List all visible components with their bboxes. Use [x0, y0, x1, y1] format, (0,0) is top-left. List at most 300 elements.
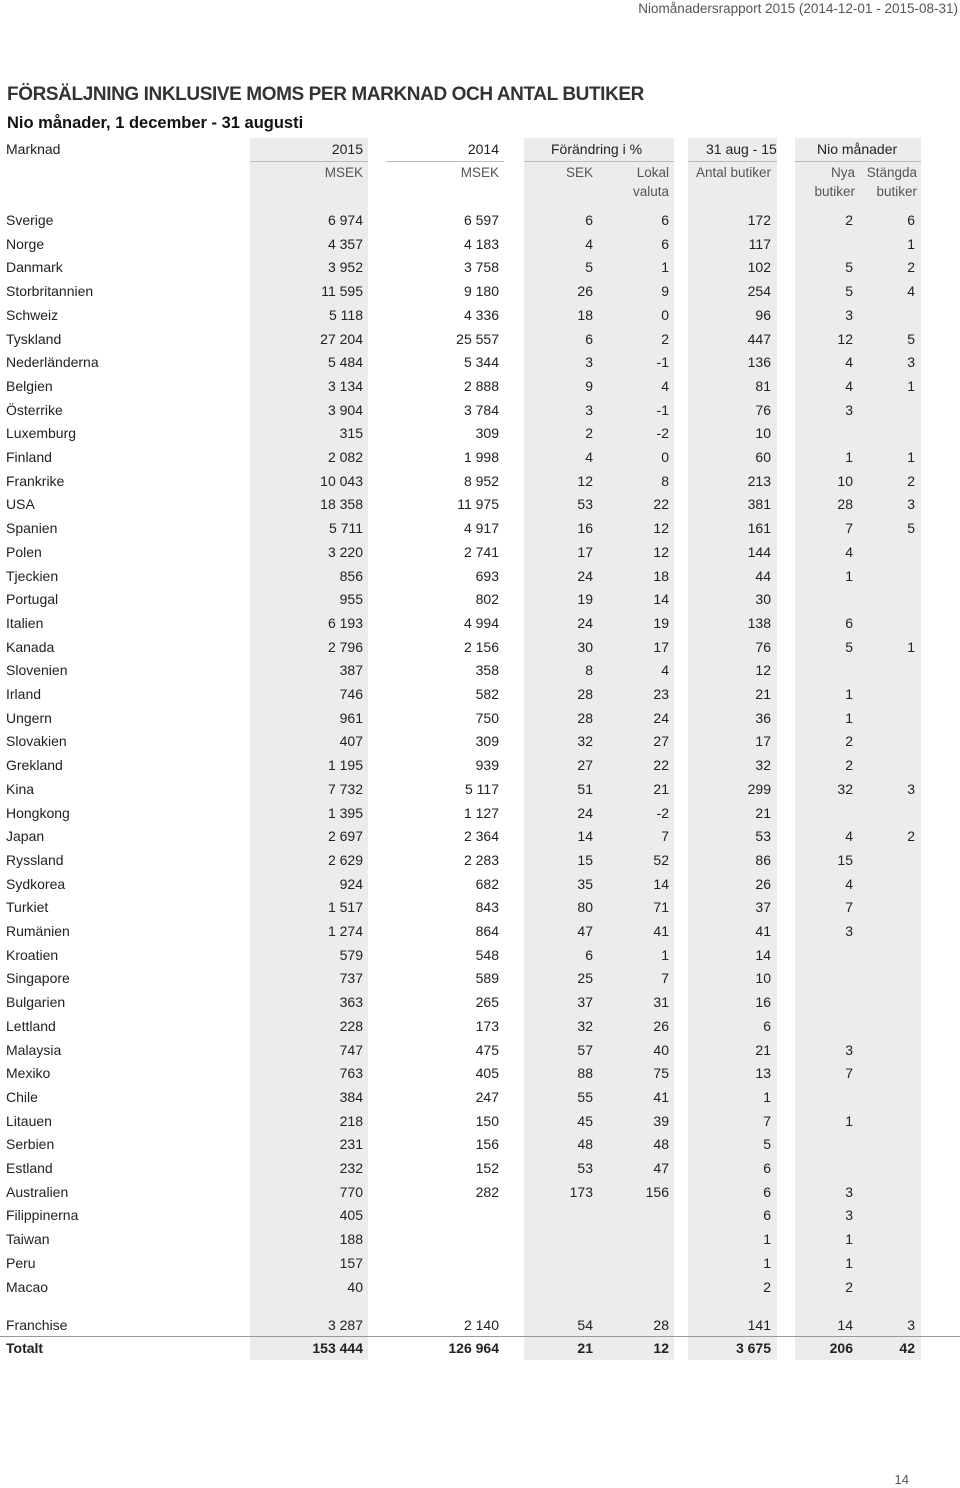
change-sek: 17: [577, 543, 593, 560]
market-name: Kanada: [6, 638, 55, 655]
store-count: 10: [755, 970, 771, 987]
header-stangda-butiker: [867, 163, 917, 201]
sales-2014: 802: [475, 591, 499, 608]
change-local: 4: [661, 377, 669, 394]
sales-2015: 2 629: [327, 851, 363, 868]
change-local: 1: [661, 259, 669, 276]
page-number: 14: [894, 1472, 909, 1487]
sales-2014: 265: [475, 994, 499, 1011]
sales-2014: 2 156: [463, 638, 499, 655]
new-stores: 1: [845, 567, 853, 584]
sales-2014: 247: [475, 1088, 499, 1105]
sales-2015: 157: [339, 1254, 363, 1271]
sales-2015: 384: [339, 1088, 363, 1105]
sales-2015: 1 517: [327, 899, 363, 916]
sales-2015: 11 595: [321, 283, 363, 300]
sales-2015: 746: [339, 686, 363, 702]
new-stores: 28: [837, 496, 853, 513]
sales-2014: 2 888: [463, 377, 499, 394]
table-row: [0, 1181, 960, 1205]
sales-2014: 25 557: [456, 330, 499, 347]
sales-2014: 3 784: [463, 401, 499, 418]
store-count: 13: [755, 1065, 771, 1082]
new-stores: 4: [845, 543, 853, 560]
sales-2014: 1 127: [463, 804, 499, 821]
change-local: 27: [653, 733, 669, 750]
table-row: [0, 1252, 960, 1276]
table-row: [0, 446, 960, 470]
total-2015: 153 444: [312, 1340, 363, 1356]
change-sek: 32: [577, 1017, 593, 1034]
change-sek: 6: [585, 330, 593, 347]
store-count: 1: [763, 1088, 771, 1105]
sales-2015: 6 193: [327, 614, 363, 631]
franchise-stangda: 3: [907, 1317, 915, 1333]
market-name: Ryssland: [6, 851, 64, 868]
sales-2014: 864: [475, 923, 499, 939]
header-sek: SEK: [565, 165, 593, 180]
sales-2015: 3 134: [327, 377, 363, 394]
new-stores: 5: [845, 259, 853, 276]
sales-2014: 5 344: [463, 354, 499, 371]
table-row: [0, 849, 960, 873]
market-name: Taiwan: [6, 1231, 50, 1248]
change-local: 12: [653, 543, 669, 560]
store-count: 138: [747, 614, 771, 631]
header-line-antal: [688, 161, 777, 162]
new-stores: 5: [845, 283, 853, 300]
sales-2015: 188: [339, 1231, 363, 1248]
store-count: 21: [755, 686, 771, 702]
header-2014: 2014: [467, 141, 499, 157]
market-name: Frankrike: [6, 472, 65, 489]
sales-2015: 405: [339, 1207, 363, 1224]
table-row: [0, 778, 960, 802]
header-stangda-line1: Stängda: [866, 165, 917, 180]
market-name: Filippinerna: [6, 1207, 79, 1224]
change-local: 6: [661, 235, 669, 252]
sales-2014: 1 998: [463, 449, 499, 465]
market-name: Slovakien: [6, 733, 67, 750]
header-lokal-line1: Lokal: [636, 165, 669, 180]
sales-2015: 1 274: [327, 923, 363, 939]
sales-2015: 18 358: [320, 496, 363, 513]
sales-2015: 3 952: [327, 259, 363, 276]
market-name: Macao: [6, 1278, 49, 1295]
store-count: 144: [747, 543, 771, 560]
table-row: [0, 470, 960, 494]
market-name: Portugal: [6, 591, 59, 608]
market-name: Belgien: [6, 377, 53, 394]
table-row: [0, 1039, 960, 1063]
new-stores: 1: [845, 1112, 853, 1129]
new-stores: 3: [845, 1207, 853, 1224]
change-local: 40: [653, 1041, 669, 1058]
header-date: 31 aug - 15: [706, 141, 777, 157]
table-row: [0, 1157, 960, 1181]
change-local: -1: [656, 401, 669, 418]
header-nya-line2: butiker: [814, 184, 855, 199]
market-name: Luxemburg: [6, 425, 77, 442]
market-name: Bulgarien: [6, 994, 66, 1011]
market-name: Slovenien: [6, 662, 68, 679]
store-count: 60: [755, 449, 771, 465]
sales-2014: 750: [475, 709, 499, 726]
closed-stores: 4: [907, 283, 915, 300]
total-row: [0, 1337, 960, 1361]
sales-2014: 4 917: [463, 520, 499, 537]
sales-2015: 3 904: [327, 401, 363, 418]
change-sek: 16: [577, 520, 593, 537]
change-sek: 48: [577, 1136, 593, 1153]
table-row: [0, 896, 960, 920]
total-label: Totalt: [6, 1340, 44, 1356]
change-sek: 45: [577, 1112, 593, 1129]
franchise-nya: 14: [837, 1317, 853, 1333]
table-row: [0, 967, 960, 991]
change-local: 7: [661, 828, 669, 845]
sales-2015: 40: [347, 1278, 363, 1295]
change-sek: 88: [577, 1065, 593, 1082]
table-row: [0, 944, 960, 968]
store-count: 6: [763, 1207, 771, 1224]
table-row: [0, 256, 960, 280]
change-sek: 26: [577, 283, 593, 300]
table-row: [0, 1204, 960, 1228]
change-local: 21: [653, 780, 669, 797]
franchise-antal: 141: [747, 1317, 771, 1333]
sales-2014: 11 975: [457, 496, 499, 513]
sales-2015: 407: [339, 733, 363, 750]
table-row: [0, 1015, 960, 1039]
new-stores: 3: [845, 923, 853, 939]
change-local: 6: [661, 212, 669, 228]
store-count: 254: [747, 283, 771, 300]
sales-2015: 955: [339, 591, 363, 608]
sales-2014: 8 952: [463, 472, 499, 489]
new-stores: 1: [845, 1254, 853, 1271]
market-name: Norge: [6, 235, 45, 252]
new-stores: 4: [845, 354, 853, 371]
table-row: [0, 612, 960, 636]
change-local: 41: [653, 1088, 669, 1105]
market-name: Storbritannien: [6, 283, 94, 300]
sales-2014: 4 336: [463, 306, 499, 323]
sales-2014: 4 183: [463, 235, 499, 252]
market-name: Sydkorea: [6, 875, 66, 892]
market-name: Mexiko: [6, 1065, 51, 1082]
change-sek: 6: [585, 212, 593, 228]
sales-2014: 582: [475, 686, 499, 702]
change-sek: 30: [577, 638, 593, 655]
sales-2015: 961: [339, 709, 363, 726]
sales-2014: 475: [475, 1041, 499, 1058]
store-count: 1: [763, 1231, 771, 1248]
sales-2014: 589: [475, 970, 499, 987]
sales-2015: 218: [339, 1112, 363, 1129]
store-count: 6: [763, 1160, 771, 1176]
header-line-2014: [386, 161, 504, 162]
store-count: 36: [755, 709, 771, 726]
change-local: 1: [661, 946, 669, 963]
change-local: 0: [661, 449, 669, 465]
change-sek: 53: [577, 496, 593, 513]
page-subtitle: Nio månader, 1 december - 31 augusti: [7, 114, 304, 132]
sales-2014: 2 741: [463, 543, 499, 560]
report-header: Niomånadersrapport 2015 (2014-12-01 - 2015-08-31): [638, 1, 958, 16]
franchise-sek: 54: [577, 1317, 593, 1333]
change-sek: 3: [585, 401, 593, 418]
store-count: 16: [755, 994, 771, 1011]
total-lokal: 12: [653, 1340, 669, 1356]
store-count: 299: [747, 780, 771, 797]
sales-2015: 1 195: [327, 757, 363, 774]
store-count: 96: [755, 306, 771, 323]
store-count: 37: [755, 899, 771, 916]
store-count: 14: [755, 946, 771, 963]
store-count: 172: [747, 212, 771, 228]
change-sek: 32: [577, 733, 593, 750]
store-count: 44: [755, 567, 771, 584]
store-count: 102: [747, 259, 771, 276]
total-antal: 3 675: [735, 1340, 771, 1356]
sales-2015: 231: [339, 1136, 363, 1153]
new-stores: 2: [845, 1278, 853, 1295]
store-count: 86: [755, 851, 771, 868]
sales-2015: 27 204: [320, 330, 363, 347]
change-local: -2: [656, 804, 669, 821]
new-stores: 12: [837, 330, 853, 347]
sales-2014: 2 364: [463, 828, 499, 845]
total-sek: 21: [577, 1340, 593, 1356]
change-local: 4: [661, 662, 669, 679]
franchise-lokal: 28: [653, 1317, 669, 1333]
header-2015: 2015: [331, 141, 363, 157]
change-local: 47: [653, 1160, 669, 1176]
change-sek: 51: [577, 780, 593, 797]
header-lokal-line2: valuta: [632, 184, 669, 199]
change-sek: 57: [577, 1041, 593, 1058]
table-row: [0, 209, 960, 233]
market-name: Hongkong: [6, 804, 70, 821]
change-sek: 9: [585, 377, 593, 394]
sales-2014: 150: [475, 1112, 499, 1129]
header-msek-2014: MSEK: [460, 165, 499, 180]
new-stores: 7: [845, 520, 853, 537]
sales-2015: 747: [339, 1041, 363, 1058]
header-row: [0, 138, 960, 162]
change-sek: 28: [577, 686, 593, 702]
change-sek: 37: [577, 994, 593, 1011]
new-stores: 2: [845, 212, 853, 228]
table-row: [0, 873, 960, 897]
new-stores: 5: [845, 638, 853, 655]
table-row: [0, 399, 960, 423]
closed-stores: 6: [907, 212, 915, 228]
new-stores: 3: [845, 306, 853, 323]
header-nya-line1: Nya: [830, 165, 855, 180]
store-count: 6: [763, 1183, 771, 1200]
change-local: 14: [653, 591, 669, 608]
sales-2015: 579: [339, 946, 363, 963]
header-stangda-line2: butiker: [876, 184, 917, 199]
store-count: 81: [755, 377, 771, 394]
change-local: 48: [653, 1136, 669, 1153]
table-row: [0, 493, 960, 517]
change-local: 52: [653, 851, 669, 868]
change-sek: 24: [577, 614, 593, 631]
sales-2015: 770: [339, 1183, 363, 1200]
change-local: 7: [661, 970, 669, 987]
change-sek: 55: [577, 1088, 593, 1105]
closed-stores: 1: [907, 377, 915, 394]
new-stores: 6: [845, 614, 853, 631]
market-name: Sverige: [6, 212, 54, 228]
sales-2015: 1 395: [327, 804, 363, 821]
change-local: 17: [653, 638, 669, 655]
new-stores: 4: [845, 875, 853, 892]
sales-2014: 939: [475, 757, 499, 774]
change-local: 18: [653, 567, 669, 584]
market-name: Litauen: [6, 1112, 52, 1129]
change-local: 156: [645, 1183, 669, 1200]
table-row: [0, 1276, 960, 1300]
change-local: 75: [653, 1065, 669, 1082]
table-row: [0, 802, 960, 826]
sales-2015: 5 711: [329, 520, 363, 537]
market-name: Singapore: [6, 970, 70, 987]
sales-2014: 156: [475, 1136, 499, 1153]
closed-stores: 2: [907, 828, 915, 845]
store-count: 12: [755, 662, 771, 679]
header-nya-butiker: [814, 163, 855, 201]
change-sek: 173: [569, 1183, 593, 1200]
new-stores: 2: [845, 757, 853, 774]
table-row: [0, 280, 960, 304]
header-lokal-valuta: [633, 163, 669, 201]
sales-2014: 309: [475, 425, 499, 442]
change-sek: 53: [577, 1160, 593, 1176]
store-count: 26: [755, 875, 771, 892]
store-count: 76: [755, 401, 771, 418]
franchise-2014: 2 140: [463, 1317, 499, 1333]
change-sek: 3: [585, 354, 593, 371]
sales-2015: 5 118: [329, 306, 363, 323]
table-row: [0, 517, 960, 541]
store-count: 447: [747, 330, 771, 347]
sales-2014: 843: [475, 899, 499, 916]
store-count: 76: [755, 638, 771, 655]
new-stores: 3: [845, 1041, 853, 1058]
market-name: Australien: [6, 1183, 69, 1200]
store-count: 5: [763, 1136, 771, 1153]
new-stores: 1: [845, 709, 853, 726]
new-stores: 1: [845, 1231, 853, 1248]
market-name: Malaysia: [6, 1041, 62, 1058]
sales-2014: 5 117: [465, 780, 499, 797]
new-stores: 4: [845, 828, 853, 845]
change-local: 39: [653, 1112, 669, 1129]
sales-2014: 282: [475, 1183, 499, 1200]
header-line-forandring: [524, 161, 674, 162]
closed-stores: 3: [907, 780, 915, 797]
table-row: [0, 825, 960, 849]
franchise-row: [0, 1314, 960, 1338]
sales-2015: 5 484: [327, 354, 363, 371]
change-local: 0: [661, 306, 669, 323]
market-name: Serbien: [6, 1136, 55, 1153]
sales-2015: 737: [339, 970, 363, 987]
market-name: Finland: [6, 449, 52, 465]
change-local: 22: [653, 496, 669, 513]
table-row: [0, 920, 960, 944]
store-count: 41: [755, 923, 771, 939]
table-row: [0, 707, 960, 731]
total-2014: 126 964: [448, 1340, 499, 1356]
change-local: 71: [653, 899, 669, 916]
change-local: 14: [653, 875, 669, 892]
sales-2014: 358: [475, 662, 499, 679]
header-line-nio: [795, 161, 921, 162]
closed-stores: 1: [907, 449, 915, 465]
new-stores: 3: [845, 401, 853, 418]
sales-2015: 2 697: [327, 828, 363, 845]
store-count: 21: [755, 1041, 771, 1058]
change-sek: 27: [577, 757, 593, 774]
change-local: 2: [661, 330, 669, 347]
sales-2014: 9 180: [463, 283, 499, 300]
market-name: Lettland: [6, 1017, 56, 1034]
change-local: 9: [661, 283, 669, 300]
market-name: Nederländerna: [6, 354, 99, 371]
table-row: [0, 1133, 960, 1157]
table-row: [0, 636, 960, 660]
store-count: 21: [755, 804, 771, 821]
market-name: USA: [6, 496, 35, 513]
table-row: [0, 683, 960, 707]
closed-stores: 1: [907, 638, 915, 655]
sales-2015: 4 357: [327, 235, 363, 252]
change-sek: 4: [585, 449, 593, 465]
closed-stores: 3: [907, 354, 915, 371]
change-sek: 2: [585, 425, 593, 442]
market-name: Österrike: [6, 401, 63, 418]
table-row: [0, 233, 960, 257]
new-stores: 32: [837, 780, 853, 797]
change-local: 22: [653, 757, 669, 774]
store-count: 10: [755, 425, 771, 442]
sales-2014: 3 758: [463, 259, 499, 276]
change-sek: 14: [577, 828, 593, 845]
table-row: [0, 328, 960, 352]
closed-stores: 5: [907, 330, 915, 347]
header-marknad: Marknad: [6, 141, 61, 157]
change-sek: 80: [577, 899, 593, 916]
header-forandring: Förändring i %: [551, 141, 643, 157]
store-count: 53: [755, 828, 771, 845]
change-sek: 12: [577, 472, 593, 489]
market-name: Rumänien: [6, 923, 70, 939]
store-count: 17: [755, 733, 771, 750]
change-sek: 28: [577, 709, 593, 726]
sales-2015: 315: [339, 425, 363, 442]
sales-2015: 763: [339, 1065, 363, 1082]
store-count: 30: [755, 591, 771, 608]
change-sek: 19: [577, 591, 593, 608]
header-line-2015: [250, 161, 368, 162]
franchise-2015: 3 287: [327, 1317, 363, 1333]
change-sek: 47: [577, 923, 593, 939]
